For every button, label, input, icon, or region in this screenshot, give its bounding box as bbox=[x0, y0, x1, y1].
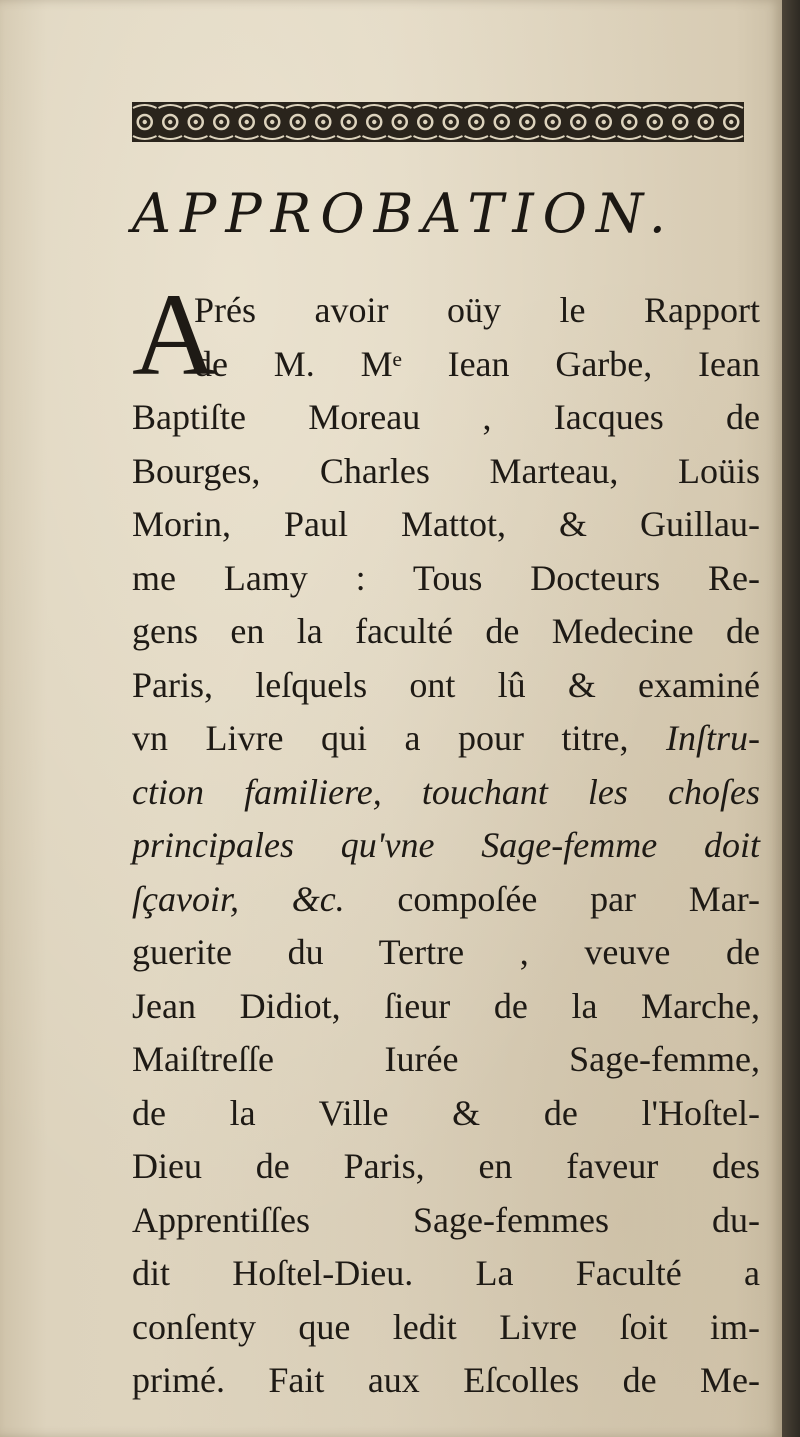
text-line bbox=[132, 819, 760, 873]
text-line bbox=[132, 873, 760, 927]
text-line bbox=[132, 1194, 760, 1248]
text-line bbox=[132, 1354, 760, 1408]
ornament-dot bbox=[653, 120, 657, 124]
italic-title-segment: Inſtru- bbox=[666, 718, 760, 758]
ornament-dot bbox=[500, 120, 504, 124]
text-segment: Prés avoir oüy le Rapport bbox=[194, 290, 760, 330]
ornament-dot bbox=[423, 120, 427, 124]
text-line bbox=[132, 1033, 760, 1087]
text-line bbox=[132, 1140, 760, 1194]
ornament-dot bbox=[525, 120, 529, 124]
text-line bbox=[132, 498, 760, 552]
text-segment: Paris, leſquels ont lû & examiné bbox=[132, 664, 760, 705]
italic-title-segment: ſçavoir, &c. bbox=[132, 878, 345, 919]
ornament-dot bbox=[168, 120, 172, 124]
ornament-dot bbox=[704, 120, 708, 124]
text-line bbox=[132, 1087, 760, 1141]
ornament-dot bbox=[219, 120, 223, 124]
text-segment: Bourges, Charles Marteau, Loüis bbox=[132, 450, 760, 491]
ornament-dot bbox=[194, 120, 198, 124]
text-line bbox=[132, 1301, 760, 1355]
ornament-dot bbox=[627, 120, 631, 124]
text-segment: dit Hoſtel-Dieu. La Faculté a bbox=[132, 1253, 760, 1293]
ornament-dot bbox=[347, 120, 351, 124]
text-line bbox=[132, 1247, 760, 1301]
text-segment: Morin, Paul Mattot, & Guillau- bbox=[132, 504, 760, 544]
text-line bbox=[132, 659, 760, 713]
ornament-dot bbox=[372, 120, 376, 124]
text-segment: compoſée par Mar- bbox=[344, 878, 760, 919]
ornament-dot bbox=[296, 120, 300, 124]
ornament-dot bbox=[449, 120, 453, 124]
ornament-dot bbox=[576, 120, 580, 124]
ornament-dot bbox=[398, 120, 402, 124]
text-segment: gens en la faculté de Medecine de bbox=[132, 611, 760, 651]
ornament-dot bbox=[270, 120, 274, 124]
text-segment: Maiſtreſſe Iurée Sage-femme, bbox=[132, 1039, 760, 1079]
text-segment: Jean Didiot, ſieur de la Marche, bbox=[132, 985, 760, 1026]
approbation-text bbox=[132, 284, 760, 1408]
text-segment: Apprentiſſes Sage-femmes du- bbox=[132, 1199, 760, 1240]
text-line bbox=[132, 338, 760, 392]
text-segment: guerite du Tertre , veuve de bbox=[132, 932, 760, 972]
text-line bbox=[132, 605, 760, 659]
text-segment: Dieu de Paris, en faveur des bbox=[132, 1146, 760, 1186]
ornament-dot bbox=[245, 120, 249, 124]
text-line bbox=[132, 766, 760, 820]
drop-cap: A bbox=[132, 269, 218, 400]
text-line bbox=[132, 926, 760, 980]
text-segment: me Lamy : Tous Docteurs Re- bbox=[132, 557, 760, 598]
text-segment: Baptiſte Moreau , Iacques de bbox=[132, 397, 760, 437]
italic-title-segment: principales qu'vne Sage-femme doit bbox=[132, 825, 760, 865]
text-line bbox=[132, 712, 760, 766]
text-segment: de M. Mᵉ Iean Garbe, Iean bbox=[194, 343, 760, 384]
text-segment: de la Ville & de l'Hoſtel- bbox=[132, 1092, 760, 1133]
ornament-dot bbox=[551, 120, 555, 124]
italic-title-segment: ction familiere, touchant les choſes bbox=[132, 771, 760, 812]
text-line bbox=[132, 284, 760, 338]
text-line bbox=[132, 391, 760, 445]
text-line bbox=[132, 552, 760, 606]
ornament-dot bbox=[678, 120, 682, 124]
text-segment: primé. Fait aux Eſcolles de Me- bbox=[132, 1360, 760, 1400]
ornament-dot bbox=[474, 120, 478, 124]
ornament-dot bbox=[729, 120, 733, 124]
text-line bbox=[132, 980, 760, 1034]
page-title: APPROBATION. bbox=[132, 182, 675, 245]
decorative-ornament-band bbox=[132, 100, 744, 144]
ornament-dot bbox=[143, 120, 147, 124]
ornament-dot bbox=[602, 120, 606, 124]
page-edge bbox=[782, 0, 800, 1437]
text-segment: conſenty que ledit Livre ſoit im- bbox=[132, 1306, 760, 1347]
text-line bbox=[132, 445, 760, 499]
text-segment: vn Livre qui a pour titre, bbox=[132, 718, 666, 758]
ornament-dot bbox=[321, 120, 325, 124]
